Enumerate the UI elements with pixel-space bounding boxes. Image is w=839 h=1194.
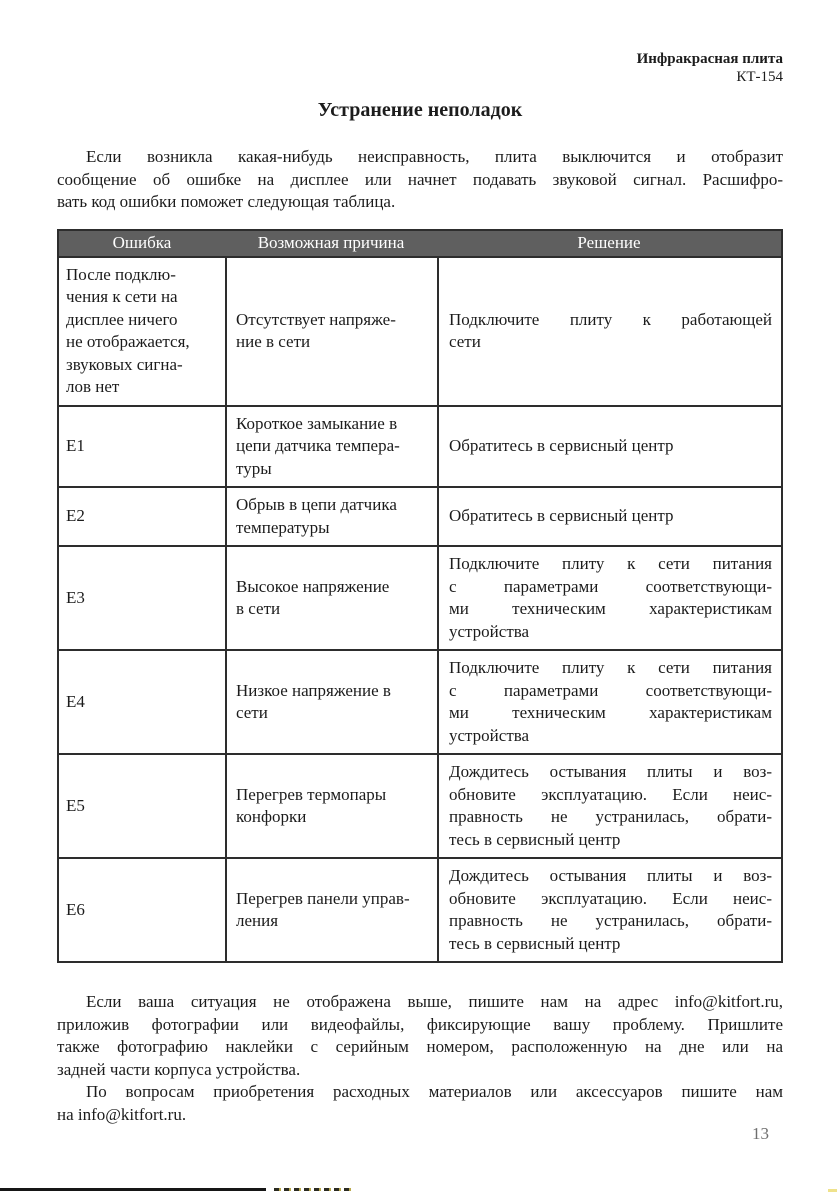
column-header-error: Ошибка xyxy=(112,233,172,252)
error-cell: E6 xyxy=(66,899,85,919)
error-cell: E3 xyxy=(66,587,85,607)
cause-cell: Отсутствует напряже- ние в сети xyxy=(225,258,437,405)
page-title: Устранение неполадок xyxy=(317,99,523,121)
document-header xyxy=(57,0,783,86)
table-row xyxy=(59,545,781,649)
product-name: Инфракрасная плита xyxy=(636,51,783,67)
accessories-paragraph: По вопросам приобретения расходных материалов или аксессуаров пишите нам на info@kitfort.ru. xyxy=(57,1082,783,1124)
cause-cell: Перегрев термопары конфорки xyxy=(225,755,437,857)
solution-cell: Обратитесь в сервисный центр xyxy=(437,407,781,487)
table-row xyxy=(59,649,781,753)
error-cell: E5 xyxy=(66,795,85,815)
trim-mark-line xyxy=(0,1188,266,1191)
table-row xyxy=(59,486,781,545)
solution-cell: Подключите плиту к работающей сети xyxy=(437,258,781,405)
solution-cell: Дождитесь остывания плиты и воз- обновите эксплуатацию. Если неис- правность не устранилась, обрати- тесь в сервисный центр xyxy=(437,859,781,961)
table-row xyxy=(59,405,781,487)
troubleshooting-table xyxy=(57,229,783,964)
page-number: 13 xyxy=(752,1124,769,1143)
error-cell: E4 xyxy=(66,691,85,711)
error-cell: После подклю- чения к сети на дисплее ничего не отображается, звуковых сигна- лов нет xyxy=(66,264,190,396)
solution-cell: Подключите плиту к сети питания с параметрами соответствующи- ми техническим характеристикам устройства xyxy=(437,547,781,649)
cause-cell: Низкое напряжение в сети xyxy=(225,651,437,753)
error-cell: E1 xyxy=(66,436,85,455)
cause-cell: Перегрев панели управ- ления xyxy=(225,859,437,961)
error-cell: E2 xyxy=(66,506,85,526)
cause-cell: Обрыв в цепи датчика температуры xyxy=(225,488,437,545)
solution-cell: Подключите плиту к сети питания с параметрами соответствующи- ми техническим характеристикам устройства xyxy=(437,651,781,753)
table-row xyxy=(59,857,781,961)
trim-mark-dot xyxy=(828,1189,837,1192)
cause-cell: Короткое замыкание в цепи датчика темпера- туры xyxy=(225,407,437,487)
table-row xyxy=(59,753,781,857)
cause-cell: Высокое напряжение в сети xyxy=(225,547,437,649)
solution-cell: Дождитесь остывания плиты и воз- обновите эксплуатацию. Если неис- правность не устранилась, обрати- тесь в сервисный центр xyxy=(437,755,781,857)
model-number: КТ-154 xyxy=(736,69,783,85)
table-header-row xyxy=(59,231,781,256)
column-header-cause: Возможная причина xyxy=(257,233,405,252)
column-header-solution: Решение xyxy=(577,233,641,252)
intro-paragraph: Если возникла какая-нибудь неисправность, плита выключится и отобразит сообщение об ошибке на дисплее или начнет подавать звуковой сигнал. Расшифро- вать код ошибки поможет следующая таблица. xyxy=(57,147,783,211)
contact-paragraph: Если ваша ситуация не отображена выше, пишите нам на адрес info@kitfort.ru, приложив фотографии или видеофайлы, фиксирующие вашу проблему. Пришлите также фотографию наклейки с серийным номером, расположенную на дне или на задней части корпуса устройства. xyxy=(57,992,783,1079)
trim-mark-dashes xyxy=(274,1188,352,1191)
solution-cell: Обратитесь в сервисный центр xyxy=(437,488,781,545)
footer-text xyxy=(57,991,783,1126)
table-row xyxy=(59,256,781,405)
